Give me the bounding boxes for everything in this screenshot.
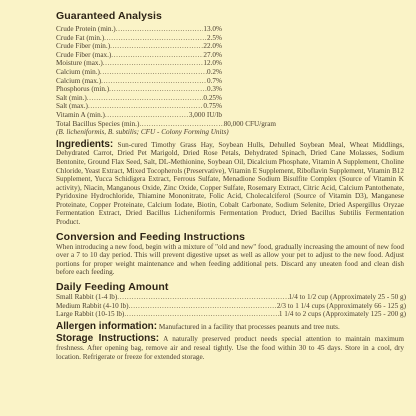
conversion-text: When introducing a new food, begin with a mixture of "old and new" food, gradually increasing the amount of new food over a 7 to 10 day period. This will prevent digestive upset as well as allow your pet to adjust to the new food. Adjust portions for proper weight maintenance and when feeding additional pets. Discard any uneaten food and clean dish before each feeding. — [56, 242, 404, 277]
analysis-row-label: Salt (min.) — [56, 93, 87, 102]
analysis-row — [56, 68, 222, 77]
guaranteed-analysis-rows — [56, 25, 404, 120]
ingredients-title: Ingredients: — [56, 138, 114, 150]
ingredients-text: Sun-cured Timothy Grass Hay, Soybean Hulls, Dehulled Soybean Meal, Wheat Middlings, Dehydrated Carrot, Dried Pet Marigold, Dried Rose Petals, Dehydrated Spinach, Dried Cane Molasses, Sodium Bentonite, Ground Flax Seed, Salt, DL-Methionine, Soybean Oil, Dicalcium Phosphate, Vitamin A Supplement, Choline Chloride, Yeast Extract, Mixed Tocopherols (Preservative), Vitamin E Supplement, Riboflavin Supplement, Vitamin B12 Supplement, Yucca Schidigera Extract, Ferrous Sulfate, Menadione Sodium Bisulfite Complex (Source of Vitamin K activity), Niacin, Manganous Oxide, Zinc Oxide, Copper Sulfate, Rosemary Extract, Citric Acid, Calcium Pantothenate, Pyridoxine Hydrochloride, Thiamine Mononitrate, Folic Acid, Cholecalciferol (Source of Vitamin D3), Manganese Proteinate, Copper Proteinate, Calcium Iodate, Biotin, Cobalt Carbonate, Sodium Selenite, Dried Aspergillus Oryzae Fermentation Extract, Dried Bacillus Licheniformis Fermentation Product, Dried Bacillus Subtilis Fermentation Product. — [56, 140, 404, 227]
daily-feeding-section — [56, 281, 404, 319]
bacillus-value: 80,000 CFU/gram — [223, 119, 276, 128]
analysis-row-label: Moisture (max.) — [56, 59, 103, 68]
analysis-row — [56, 111, 222, 120]
ingredients-section — [56, 138, 404, 227]
analysis-row — [56, 102, 222, 111]
analysis-row-label: Crude Fat (min.) — [56, 33, 105, 42]
analysis-row-label: Crude Fiber (max.) — [56, 50, 112, 59]
analysis-row — [56, 51, 222, 60]
feeding-row-label: Small Rabbit (1-4 lb) — [56, 293, 118, 302]
storage-text: A naturally preserved product needs special attention to maintain maximum freshness. After opening bag, remove air and reseal tightly. Use the food within 30 to 45 days. Store in a cool, dry location. Refrigerate or freeze for extended storage. — [56, 335, 404, 361]
storage-section — [56, 335, 404, 361]
analysis-row-value: 0.25% — [203, 93, 222, 102]
analysis-row-value: 0.2% — [207, 67, 222, 76]
bacillus-label: Total Bacillus Species (min.) — [56, 119, 140, 128]
analysis-row-label: Phosphorus (min.) — [56, 85, 110, 94]
analysis-row — [56, 94, 222, 103]
analysis-row-value: 0.3% — [207, 85, 222, 94]
analysis-row — [56, 25, 222, 34]
analysis-row-label: Vitamin A (min.) — [56, 110, 105, 119]
feeding-row — [56, 302, 406, 311]
storage-title: Storage Instructions: — [56, 333, 160, 345]
analysis-row-value: 22.0% — [203, 42, 222, 51]
bacillus-row — [56, 120, 276, 129]
feeding-row — [56, 293, 406, 302]
analysis-row — [56, 42, 222, 51]
feeding-row-value: 2/3 to 1 1/4 cups (Approximately 66 - 125 g) — [276, 301, 406, 310]
feeding-row-label: Large Rabbit (10-15 lb) — [56, 310, 125, 319]
bacillus-footnote: (B. licheniformis, B. subtilis; CFU - Colony Forming Units) — [56, 128, 229, 137]
analysis-row-label: Crude Fiber (min.) — [56, 42, 111, 51]
conversion-section — [56, 231, 404, 277]
guaranteed-analysis-title: Guaranteed Analysis — [56, 10, 162, 22]
guaranteed-analysis — [56, 10, 404, 137]
daily-feeding-title: Daily Feeding Amount — [56, 281, 169, 294]
analysis-row-label: Calcium (max.) — [56, 76, 102, 85]
analysis-row-value: 12.0% — [203, 59, 222, 68]
analysis-row-value: 3,000 IU/lb — [188, 110, 222, 119]
analysis-row-value: 0.7% — [207, 76, 222, 85]
analysis-row-value: 13.0% — [203, 25, 222, 33]
analysis-row-value: 0.75% — [203, 102, 222, 111]
analysis-row-value: 27.0% — [203, 50, 222, 59]
analysis-row — [56, 34, 222, 43]
feeding-row-label: Medium Rabbit (4-10 lb) — [56, 301, 129, 310]
analysis-row — [56, 77, 222, 86]
analysis-row — [56, 59, 222, 68]
analysis-row-label: Salt (max.) — [56, 102, 88, 111]
feeding-row-value: 1 1/4 to 2 cups (Approximately 125 - 200 g) — [278, 310, 406, 319]
allergen-section — [56, 320, 404, 332]
analysis-row-value: 2.5% — [207, 33, 222, 42]
daily-feeding-rows — [56, 293, 404, 319]
conversion-title: Conversion and Feeding Instructions — [56, 230, 246, 243]
allergen-title: Allergen information: — [56, 320, 158, 332]
analysis-row-label: Calcium (min.) — [56, 67, 100, 76]
allergen-text: Manufactured in a facility that processes peanuts and tree nuts. — [158, 322, 340, 331]
feeding-row-value: 1/4 to 1/2 cup (Approximately 25 - 50 g) — [288, 293, 406, 302]
analysis-row — [56, 85, 222, 94]
feeding-row — [56, 310, 406, 319]
analysis-row-label: Crude Protein (min.) — [56, 25, 116, 33]
